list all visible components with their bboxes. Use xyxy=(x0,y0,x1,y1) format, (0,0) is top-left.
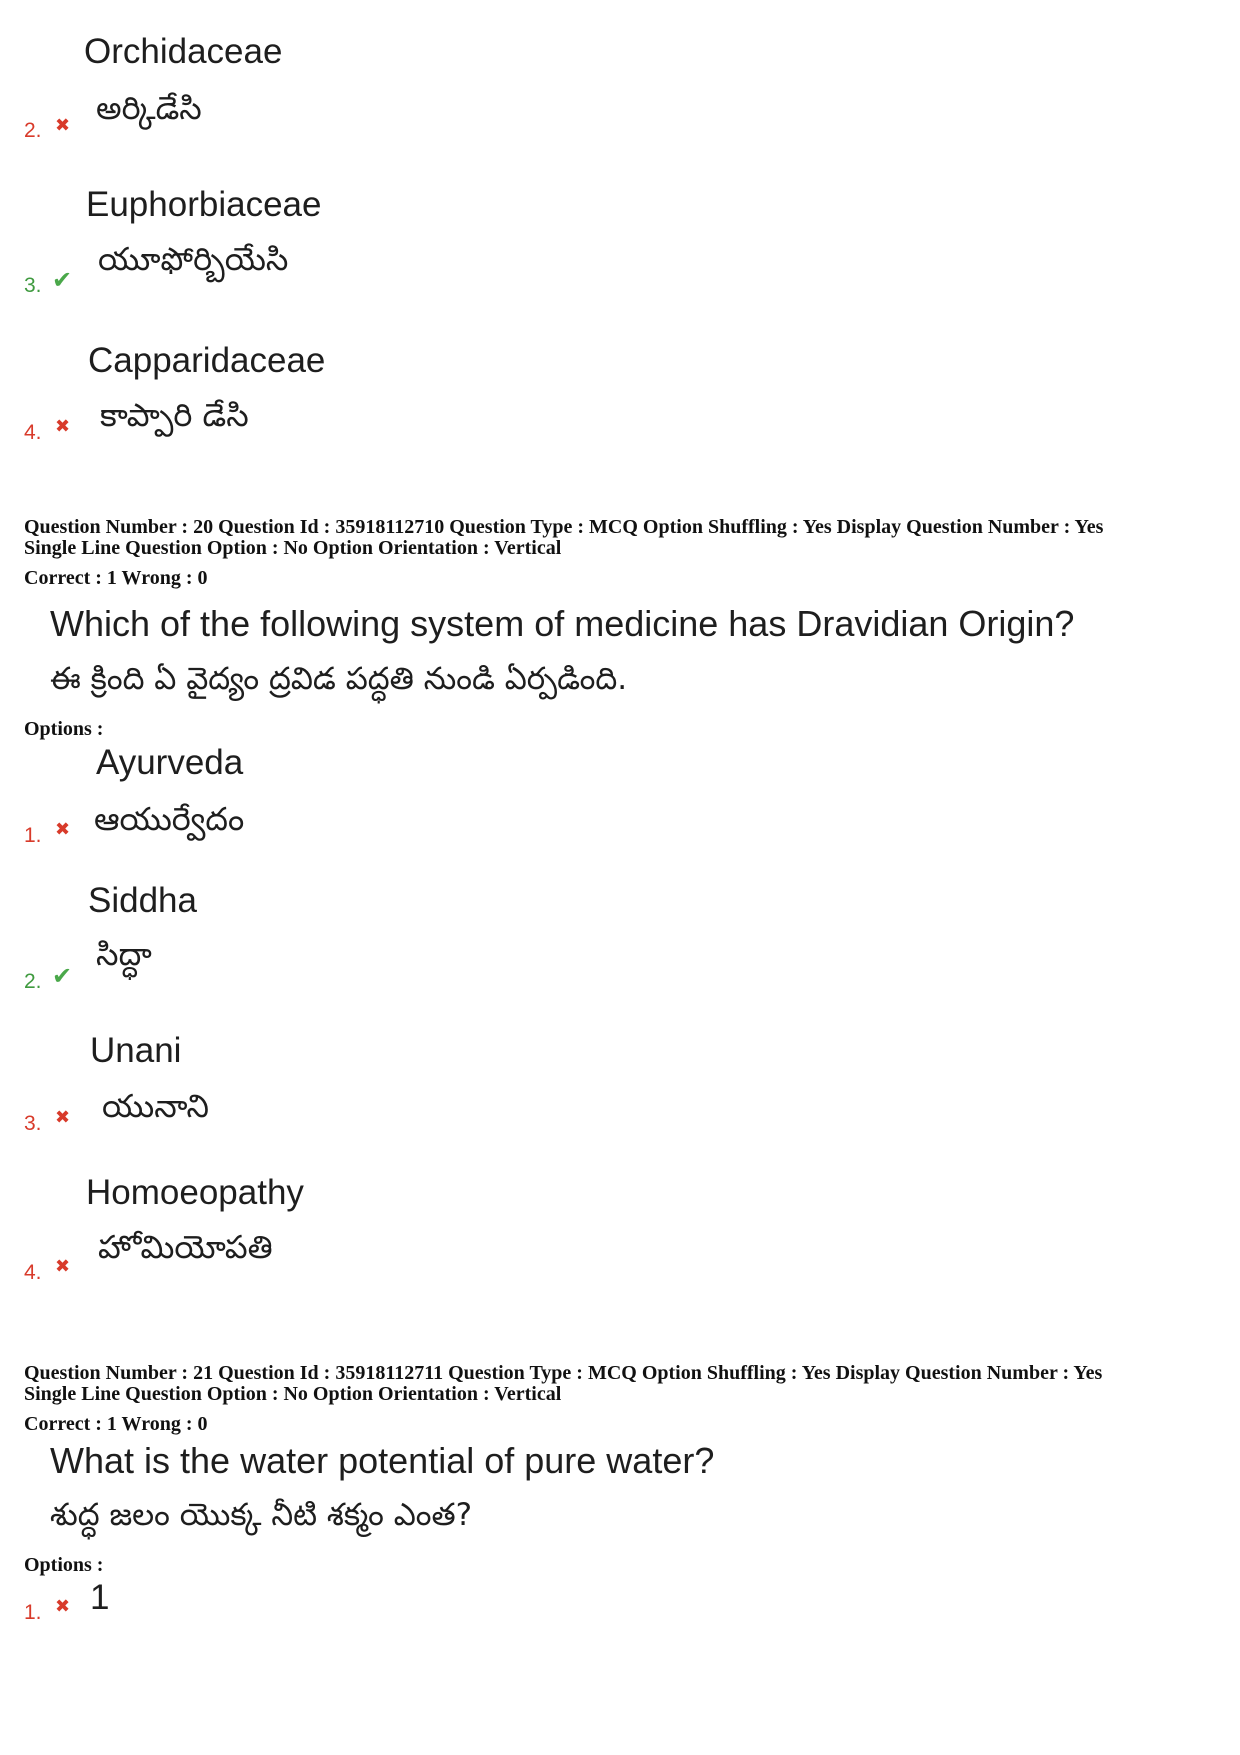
option-4-english: Homoeopathy xyxy=(86,1173,304,1212)
question-meta-line2: Single Line Question Option : No Option Orientation : Vertical xyxy=(24,1383,562,1405)
option-1-english: Ayurveda xyxy=(96,743,244,782)
question-meta-line2: Single Line Question Option : No Option Orientation : Vertical xyxy=(24,537,562,559)
option-4-telugu: కాప్పారి డేసి xyxy=(100,396,249,434)
question-text-telugu: శుద్ధ జలం యొక్క నీటి శక్మం ఎంత? xyxy=(50,1497,473,1533)
cross-mark-icon: ✖ xyxy=(55,416,71,437)
option-4-telugu: హోమియోపతి xyxy=(98,1228,273,1266)
option-1-number: 1. xyxy=(24,824,42,847)
option-3-english: Unani xyxy=(90,1031,182,1070)
option-3-telugu: యునాని xyxy=(102,1087,209,1125)
question-text-telugu: ఈ క్రింది ఏ వైద్యం ద్రవిడ పద్ధతి నుండి ఏర్పడింది. xyxy=(50,661,628,697)
option-2-english: Orchidaceae xyxy=(84,32,283,71)
option-4-number: 4. xyxy=(24,1261,42,1284)
option-1-number: 1. xyxy=(24,1601,42,1624)
option-1-telugu: ఆయుర్వేదం xyxy=(94,800,245,838)
question-text-english: Which of the following system of medicine has Dravidian Origin? xyxy=(50,603,1075,644)
option-2-english: Siddha xyxy=(88,881,197,920)
option-4-english: Capparidaceae xyxy=(88,341,326,380)
question-text-english: What is the water potential of pure water? xyxy=(50,1440,715,1481)
question-meta-line1: Question Number : 20 Question Id : 35918112710 Question Type : MCQ Option Shuffling : Yes Display Question Number : Yes xyxy=(24,516,1104,538)
question-marks: Correct : 1 Wrong : 0 xyxy=(24,567,208,589)
option-3-english: Euphorbiaceae xyxy=(86,185,322,224)
option-4-number: 4. xyxy=(24,421,42,444)
question-meta-line1: Question Number : 21 Question Id : 35918112711 Question Type : MCQ Option Shuffling : Yes Display Question Number : Yes xyxy=(24,1362,1103,1384)
check-mark-icon: ✔ xyxy=(52,962,73,990)
question-marks: Correct : 1 Wrong : 0 xyxy=(24,1413,208,1435)
option-2-number: 2. xyxy=(24,119,42,142)
option-2-telugu: అర్కిడేసి xyxy=(96,89,202,127)
option-3-telugu: యూఫోర్బియేసి xyxy=(98,240,289,278)
options-label: Options : xyxy=(24,1554,104,1576)
cross-mark-icon: ✖ xyxy=(55,1596,71,1617)
cross-mark-icon: ✖ xyxy=(55,115,71,136)
option-1-english: 1 xyxy=(90,1578,110,1617)
cross-mark-icon: ✖ xyxy=(55,1256,71,1277)
option-2-telugu: సిద్ధా xyxy=(96,935,152,973)
option-3-number: 3. xyxy=(24,274,42,297)
option-3-number: 3. xyxy=(24,1112,42,1135)
options-label: Options : xyxy=(24,718,104,740)
option-2-number: 2. xyxy=(24,970,42,993)
cross-mark-icon: ✖ xyxy=(55,819,71,840)
check-mark-icon: ✔ xyxy=(52,266,73,294)
cross-mark-icon: ✖ xyxy=(55,1107,71,1128)
